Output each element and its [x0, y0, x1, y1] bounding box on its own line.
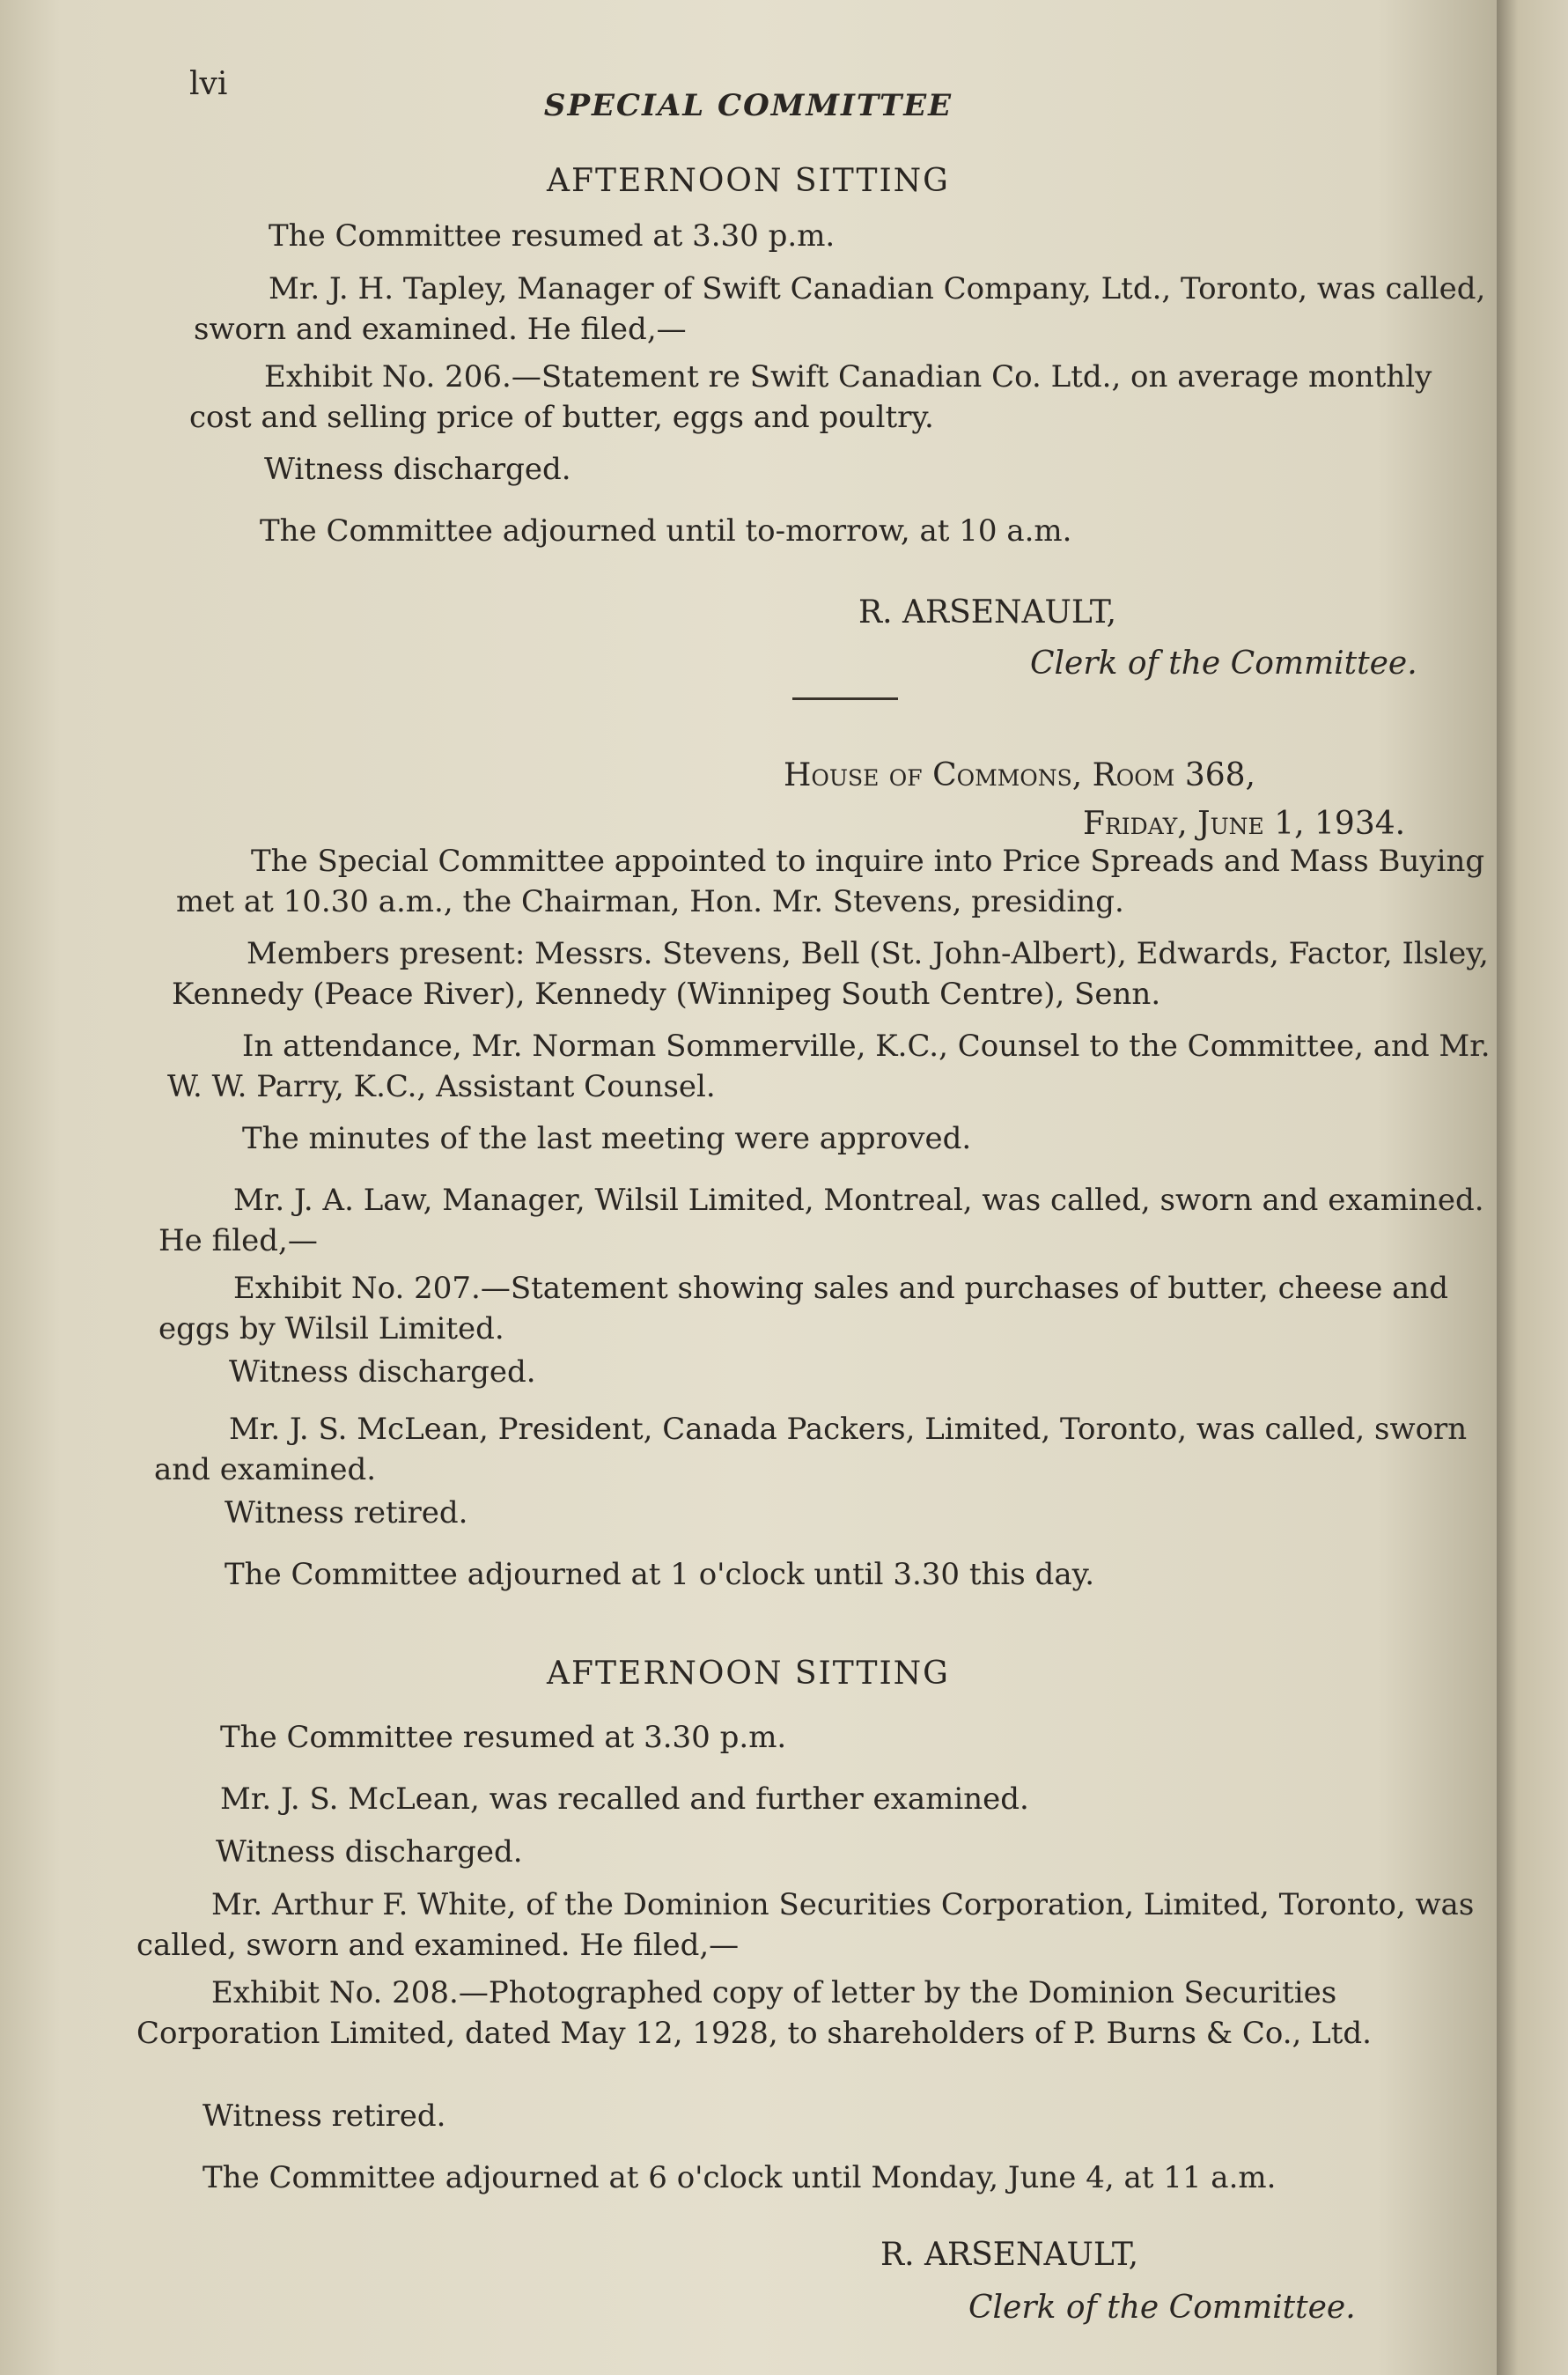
paragraph: The minutes of the last meeting were approved. [242, 1121, 972, 1156]
book-gutter [1497, 0, 1568, 2375]
section-heading-afternoon-2: AFTERNOON SITTING [547, 1656, 950, 1692]
paragraph: The Committee resumed at 3.30 p.m. [220, 1720, 787, 1755]
page-number: lvi [189, 66, 228, 102]
paragraph: The Committee adjourned at 6 o'clock until Monday, June 4, at 11 a.m. [202, 2160, 1277, 2195]
paragraph: Mr. Arthur F. White, of the Dominion Securities Corporation, Limited, Toronto, was called, sworn and examined. He filed,— [136, 1887, 1475, 1963]
signature-name: R. ARSENAULT, [880, 2237, 1139, 2273]
paragraph: Mr. J. H. Tapley, Manager of Swift Canadian Company, Ltd., Toronto, was called, sworn and examined. He filed,— [194, 271, 1486, 347]
signature-title: Clerk of the Committee. [968, 2290, 1356, 2326]
paragraph: Mr. J. A. Law, Manager, Wilsil Limited, Montreal, was called, sworn and examined. He filed,— [158, 1183, 1484, 1258]
paragraph: Exhibit No. 208.—Photographed copy of letter by the Dominion Securities Corporation Limited, dated May 12, 1928, to shareholders of P. Burns & Co., Ltd. [136, 1975, 1372, 2051]
running-head: SPECIAL COMMITTEE [543, 88, 953, 123]
paragraph: Witness discharged. [216, 1834, 523, 1870]
paragraph: The Special Committee appointed to inquire into Price Spreads and Mass Buying met at 10.30 a.m., the Chairman, Hon. Mr. Stevens, presiding. [176, 844, 1485, 919]
signature-title: Clerk of the Committee. [1030, 645, 1417, 682]
paragraph: Members present: Messrs. Stevens, Bell (St. John-Albert), Edwards, Factor, Ilsley, Kennedy (Peace River), Kennedy (Winnipeg South Centre), Senn. [172, 936, 1489, 1012]
paragraph: Witness discharged. [264, 452, 571, 487]
divider-rule [792, 697, 898, 700]
paragraph: Mr. J. S. McLean, President, Canada Packers, Limited, Toronto, was called, sworn and examined. [154, 1412, 1468, 1487]
paragraph: The Committee resumed at 3.30 p.m. [269, 218, 836, 254]
paragraph: Exhibit No. 206.—Statement re Swift Canadian Co. Ltd., on average monthly cost and selling price of butter, eggs and poultry. [189, 359, 1432, 435]
paragraph: Exhibit No. 207.—Statement showing sales and purchases of butter, cheese and eggs by Wilsil Limited. [158, 1271, 1449, 1346]
meeting-date: Friday, June 1, 1934. [1083, 806, 1406, 842]
paragraph: Witness retired. [225, 1495, 468, 1530]
paragraph: The Committee adjourned until to-morrow, at 10 a.m. [260, 513, 1072, 549]
paragraph: Witness retired. [202, 2098, 446, 2134]
meeting-location: House of Commons, Room 368, [784, 757, 1255, 793]
paragraph: Witness discharged. [229, 1354, 536, 1390]
paragraph: In attendance, Mr. Norman Sommerville, K.C., Counsel to the Committee, and Mr. W. W. Parry, K.C., Assistant Counsel. [167, 1029, 1491, 1104]
section-heading-afternoon-1: AFTERNOON SITTING [547, 163, 950, 199]
signature-name: R. ARSENAULT, [858, 594, 1117, 631]
paragraph: The Committee adjourned at 1 o'clock until 3.30 this day. [225, 1557, 1095, 1592]
paragraph: Mr. J. S. McLean, was recalled and further examined. [220, 1781, 1029, 1817]
